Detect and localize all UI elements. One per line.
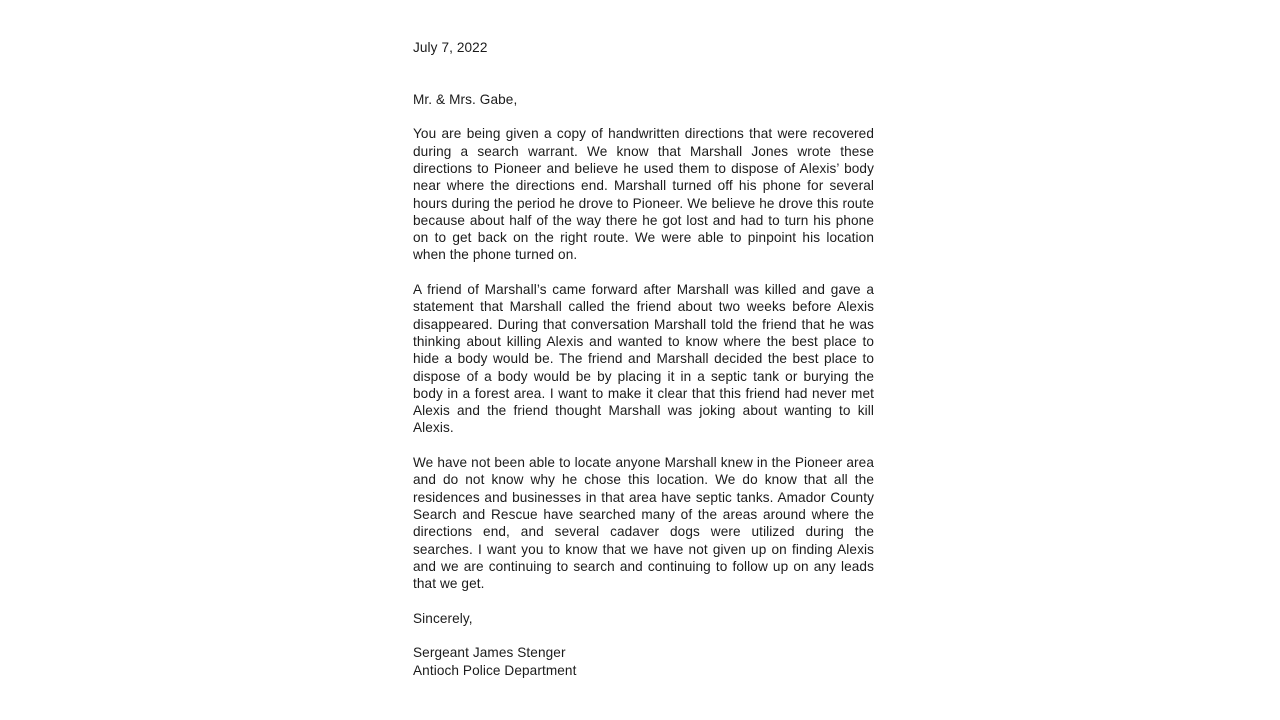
letter-paragraph: A friend of Marshall’s came forward after Marshall was killed and gave a statement that Marshall called the friend about two weeks before Alexis disappeared. During that conversation Marshall told the friend that he was thinking about killing Alexis and wanted to know where the best place to hide a body would be. The friend and Marshall decided the best place to dispose of a body would be by placing it in a septic tank or burying the body in a forest area. I want to make it clear that this friend had never met Alexis and the friend thought Marshall was joking about wanting to kill Alexis. (413, 282, 874, 436)
signature-org: Antioch Police Department (413, 662, 577, 678)
letter-closing: Sincerely, (413, 610, 473, 626)
letter-date: July 7, 2022 (413, 40, 488, 55)
signature-name: Sergeant James Stenger (413, 645, 566, 661)
letter-salutation: Mr. & Mrs. Gabe, (413, 91, 518, 107)
letter-paragraph: You are being given a copy of handwritten directions that were recovered during a search warrant. We know that Marshall Jones wrote these directions to Pioneer and believe he used them to dispose of Alexis’ body near where the directions end. Marshall turned off his phone for several hours during the period he drove to Pioneer. We believe he drove this route because about half of the way there he got lost and had to turn his phone on to get back on the right route. We were able to pinpoint his location when the phone turned on. (413, 126, 874, 263)
letter-body (413, 39, 874, 679)
letter-paragraph: We have not been able to locate anyone Marshall knew in the Pioneer area and do not know why he chose this location. We do know that all the residences and businesses in that area have septic tanks. Amador County Search and Rescue have searched many of the areas around where the directions end, and several cadaver dogs were utilized during the searches. I want you to know that we have not given up on finding Alexis and we are continuing to search and continuing to follow up on any leads that we get. (413, 455, 874, 592)
signature-block (413, 644, 874, 679)
